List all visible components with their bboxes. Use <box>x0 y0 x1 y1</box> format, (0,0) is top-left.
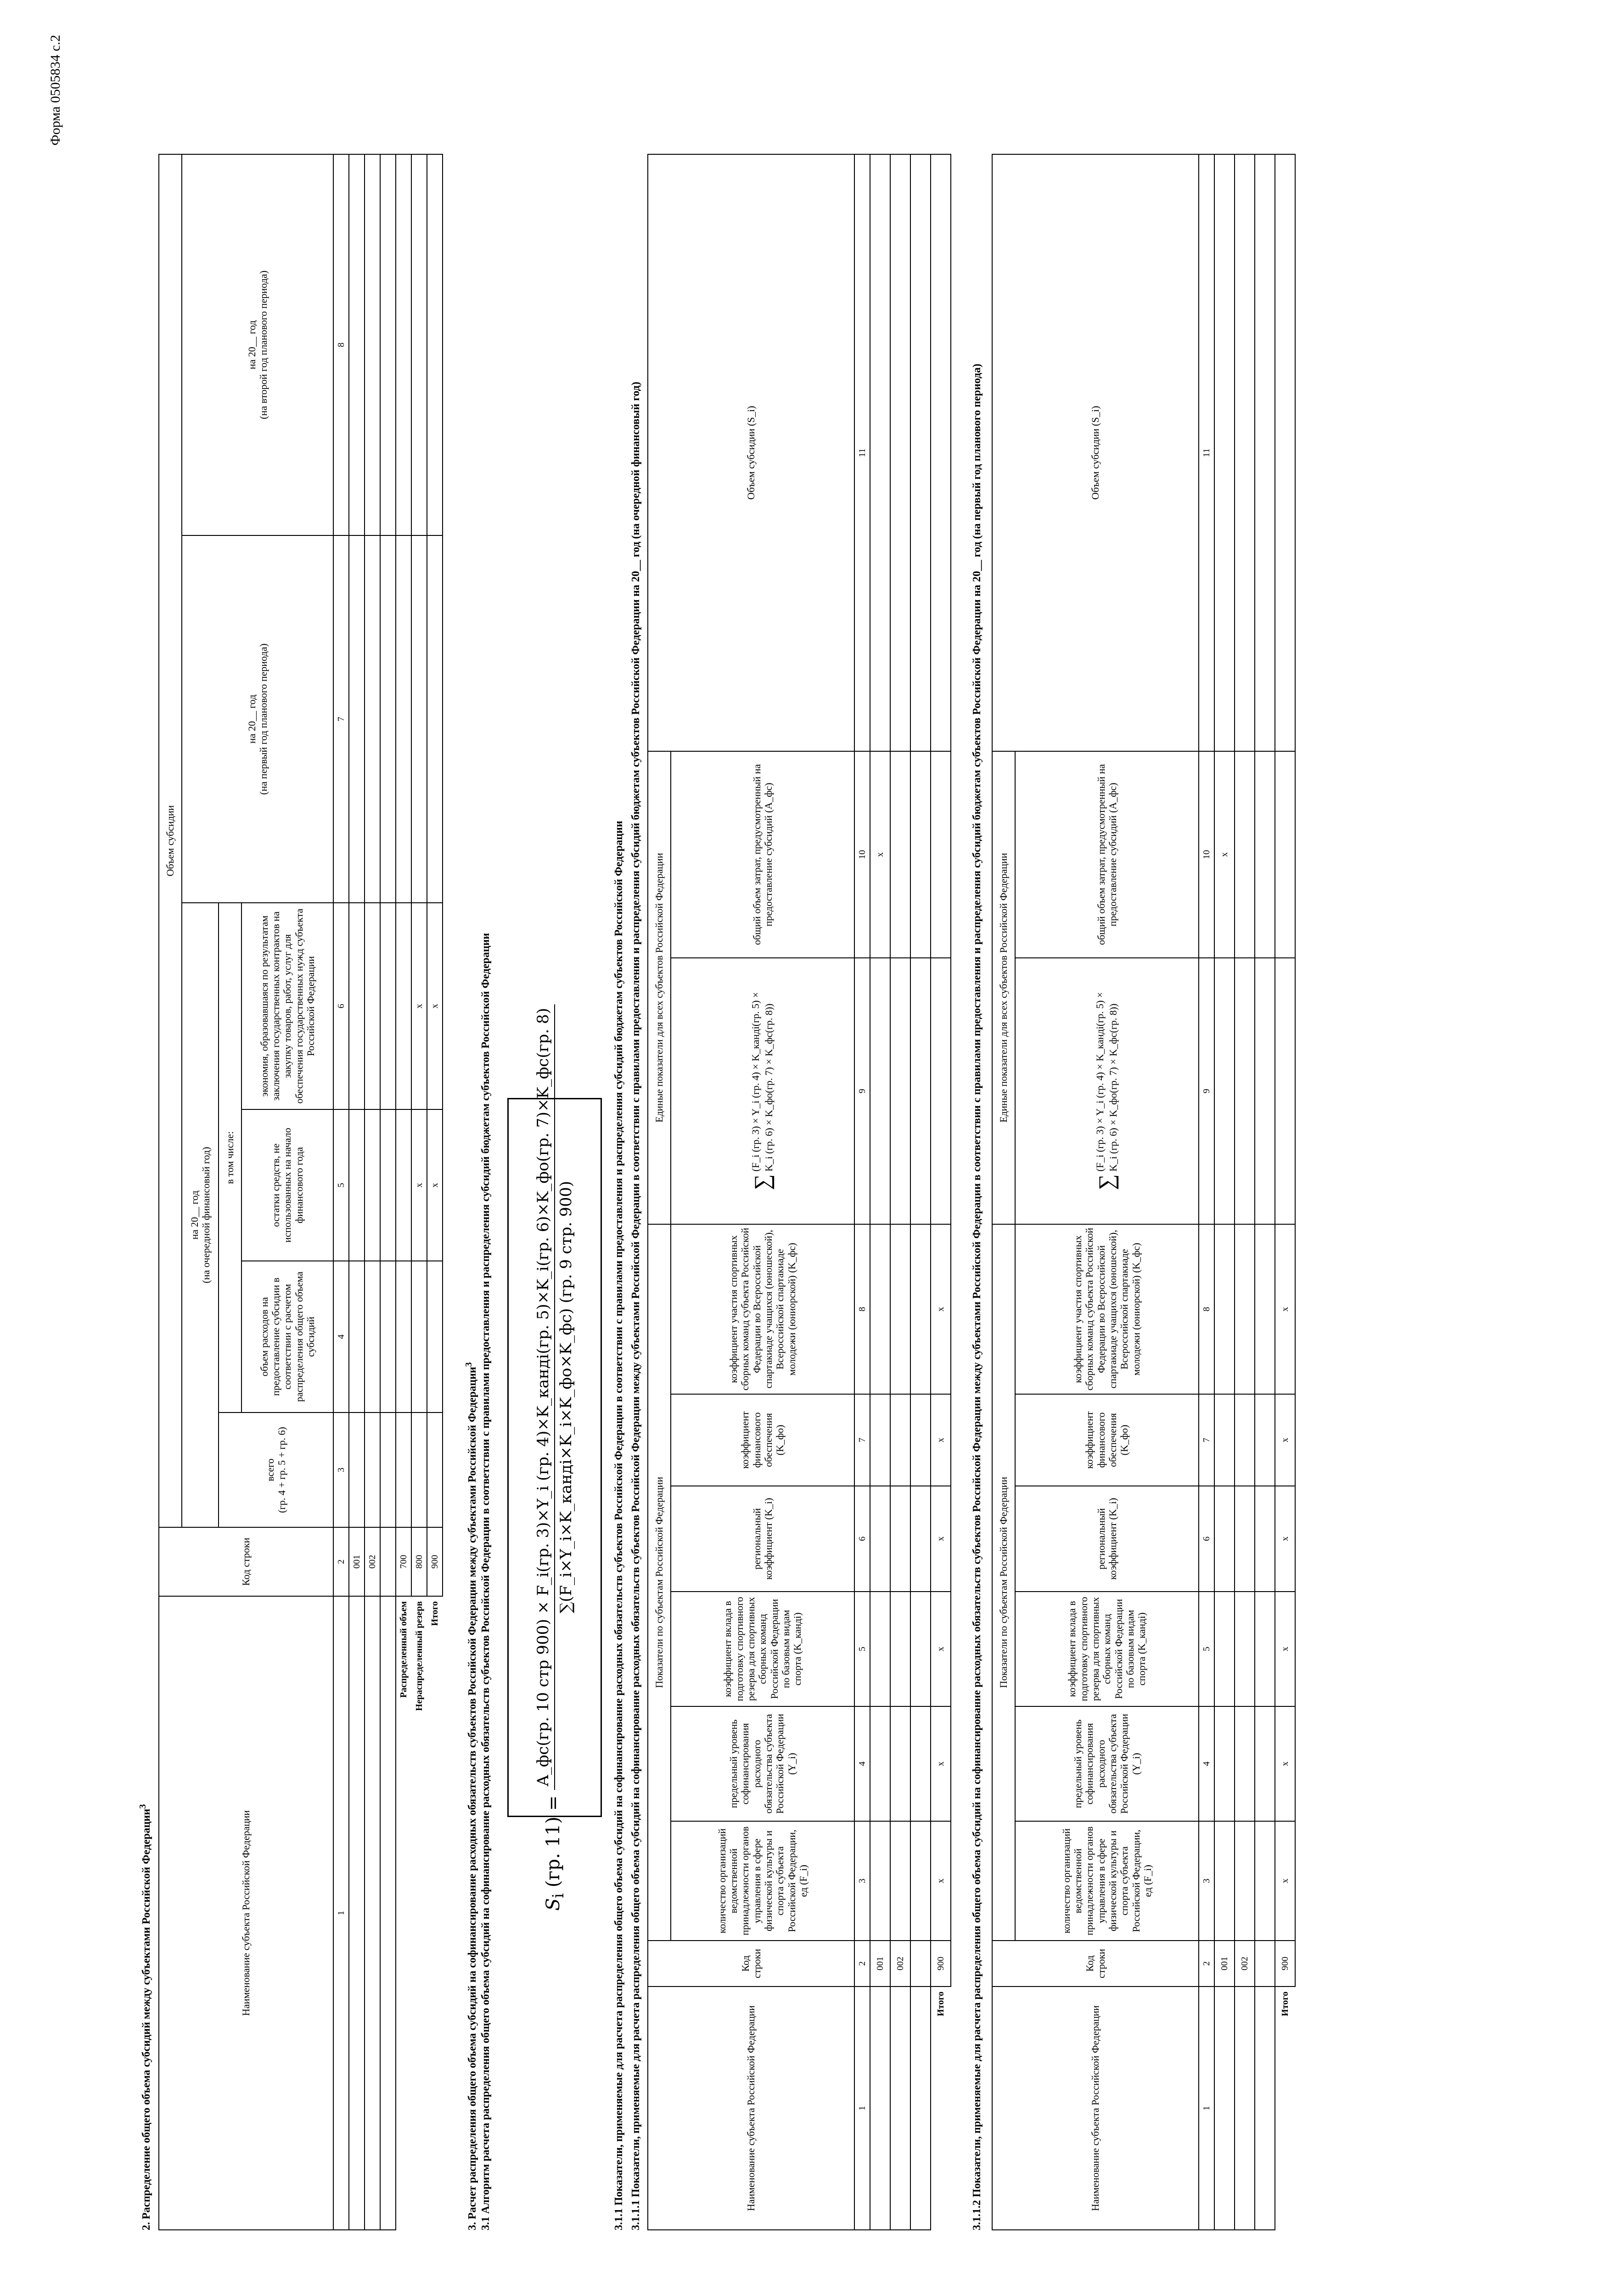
header-year3: на 20__ год (на второй год планового периода) <box>182 154 333 535</box>
table-row: 001 x <box>870 154 890 2230</box>
reserve-row: Нераспределенный резерв 800 x x <box>411 154 427 2230</box>
table-row: 002 <box>1235 154 1255 2230</box>
distribution-table <box>158 154 443 2230</box>
header-by-subject: Показатели по субъектам Российской Федерации <box>648 1224 671 1941</box>
header-col8: коэффициент участия спортивных сборных команд субъекта Российской Федерации во Всероссийской спартакиаде учащихся (юношеской), Всероссийской спартакиаде молодежи (юниорской) (K_фс) <box>1015 1224 1199 1394</box>
header-col11: Объем субсидии (S_i) <box>992 154 1199 751</box>
table-row <box>380 154 396 2230</box>
header-col10: общий объем затрат, предусмотренный на предоставление субсидий (A_фс) <box>671 751 854 958</box>
header-col4: предельный уровень софинансирования расходного обязательства субъекта Российской Федерации (Y_i) <box>671 1706 854 1821</box>
colnum-4: 4 <box>333 1261 349 1412</box>
colnum-5: 5 <box>333 1109 349 1261</box>
colnum-7: 7 <box>333 535 349 903</box>
header-name: Наименование субъекта Российской Федерации <box>648 1986 854 2230</box>
header-col10: общий объем затрат, предусмотренный на предоставление субсидий (A_фс) <box>1015 751 1199 958</box>
header-col6: региональный коэффициент (K_i) <box>671 1486 854 1592</box>
distribution-formula: $S_i$ (гр. 11) = A_фс(гр. 10 стр 900) × F_i(гр. 3)×Y_i (гр. 4)×K_кандi(гр. 5)×K_i(гр. 6)×K_фо(гр. 7)×K_фс(гр. 8) ∑(F_i×Y_i×K_кандi×K_i×K_фо×K_фс) (гр. 9 стр. 900) <box>507 1098 602 1817</box>
header-col5: коэффициент вклада в подготовку спортивного резерва для спортивных сборных команд Российской Федерации по базовым видам спорта (K_кандi) <box>1015 1592 1199 1706</box>
header-col6: региональный коэффициент (K_i) <box>1015 1486 1199 1592</box>
header-col3: количество организаций ведомственной принадлежности органов управления в сфере физической культуры и спорта субъекта Российской Федерации, ед (F_i) <box>671 1821 854 1941</box>
header-col4: предельный уровень софинансирования расходного обязательства субъекта Российской Федерации (Y_i) <box>1015 1706 1199 1821</box>
header-col7: коэффициент финансового обеспечения (K_фо) <box>671 1394 854 1486</box>
table-row: 002 <box>890 154 910 2230</box>
header-by-subject: Показатели по субъектам Российской Федерации <box>992 1224 1015 1941</box>
table-row: 001 x <box>1214 154 1235 2230</box>
header-code: Код строки <box>648 1941 854 1986</box>
form-label: Форма 0505834 с.2 <box>48 34 63 146</box>
header-col6: экономия, образовавшаяся по результатам заключения государственных контрактов на закупку товаров, работ, услуг для обеспечения государственных нужд субъекта Российской Федерации <box>241 903 333 1109</box>
header-total: всего (гр. 4 + гр. 5 + гр. 6) <box>219 1412 333 1527</box>
section3-subtitle: 3.1 Алгоритм расчета распределения общего объема субсидий на софинансирование расходных обязательств субъектов Российской Федерации в соответствии с правилами предоставления и распределения субсидий бюджетам субъектов Российской Федерации <box>480 933 492 2230</box>
table-row <box>1255 154 1275 2230</box>
header-col4: объем расходов на предоставление субсидии в соответствии с расчетом распределения общего объема субсидий <box>241 1261 333 1412</box>
table-row: 002 <box>365 154 380 2230</box>
header-year2: на 20__ год (на первый год планового периода) <box>182 535 333 903</box>
total-row: Итого 900 x x x x x x <box>1275 154 1295 2230</box>
header-col5: коэффициент вклада в подготовку спортивного резерва для спортивных сборных команд Российской Федерации по базовым видам спорта (K_кандi) <box>671 1592 854 1706</box>
table-row: 001 <box>349 154 365 2230</box>
section3111-title: 3.1.1.1 Показатели, применяемые для расчета распределения общего объема субсидий на софинансирование расходных обязательств субъектов Российской Федерации между субъектами Российской Федерации в соответствии с правилами предоставления и распределения субсидий бюджетам субъектов Российской Федерации на 20__ год (на очередной финансовый год) <box>630 382 642 2230</box>
colnum-3: 3 <box>333 1412 349 1527</box>
total-row: Итого 900 x x x x x x <box>931 154 951 2230</box>
header-col7: коэффициент финансового обеспечения (K_фо) <box>1015 1394 1199 1486</box>
section311-title: 3.1.1 Показатели, применяемые для расчета распределения общего объема субсидий на софинансирование расходных обязательств субъектов Российской Федерации в соответствии с правилами предоставления и распределения субсидий бюджетам субъектов Российской Федерации <box>613 821 625 2230</box>
header-col11: Объем субсидии (S_i) <box>648 154 854 751</box>
indicators-table-2: Наименование субъекта Российской Федерации Код строки Показатели по субъектам Российской Федерации Единые показатели для всех субъектов Российской Федерации Объем субсидии (S_i) количество организаций ведомственной принадлежности органов управления в сфере физической культуры и спорта субъекта Российской Федерации, ед (F_i) предельный уровень софинансирования расходного обязательства субъекта Российской Федерации (Y_i) коэффициент вклада в подготовку спортивного резерва для спортивных сборных команд Российской Федерации по базовым видам спорта (K_кандi) региональный коэффициент (K_i) коэффициент финансового обеспечения (K_фо) коэффициент участия спортивных сборных команд субъекта Российской Федерации во Всероссийской спартакиаде учащихся (юношеской), Всероссийской спартакиаде молодежи (юниорской) (K_фс) ∑ (F_i (гр. 3) × Y_i (гр. 4) × K_кандi(гр. 5) × K_i (гр. 6) × K_фо(гр. 7) × K_фс(гр. 8)) общий объем затрат, предусмотренный на предоставление субсидий (A_фс) 1 2 3 4 5 6 7 8 9 10 11 001 x 002 Итого 900 x x x x x x <box>992 154 1296 2230</box>
section3112-title: 3.1.1.2 Показатели, применяемые для расчета распределения общего объема субсидий на софинансирование расходных обязательств субъектов Российской Федерации между субъектами Российской Федерации в соответствии с правилами предоставления и распределения субсидий бюджетам субъектов Российской Федерации на 20__ год (на первый год планового периода) <box>971 363 983 2230</box>
section3-title: 3. Расчет распределения общего объема субсидий на софинансирование расходных обязательств субъектов Российской Федерации между субъектами Российской Федерации$^3$ <box>464 1362 478 2230</box>
header-col9: ∑ (F_i (гр. 3) × Y_i (гр. 4) × K_кандi(гр. 5) × K_i (гр. 6) × K_фо(гр. 7) × K_фс(гр. 8)) <box>1015 958 1199 1224</box>
total-row: Итого 900 x x <box>427 154 443 2230</box>
header-including: в том числе: <box>219 903 241 1412</box>
distributed-row: Распределенный объем 700 <box>396 154 411 2230</box>
header-col9: ∑ (F_i (гр. 3) × Y_i (гр. 4) × K_кандi(гр. 5) × K_i (гр. 6) × K_фо(гр. 7) × K_фс(гр. 8)) <box>671 958 854 1224</box>
header-volume: Объем субсидии <box>159 154 182 1527</box>
header-code: Код строки <box>992 1941 1199 1986</box>
colnum-6: 6 <box>333 903 349 1109</box>
header-name: Наименование субъекта Российской Федерации <box>159 1596 333 2230</box>
header-col5: остатки средств, не использованных на начало финансового года <box>241 1109 333 1261</box>
colnum-1: 1 <box>333 1596 349 2230</box>
header-year1: на 20__ год (на очередной финансовый год) <box>182 903 219 1527</box>
header-col8: коэффициент участия спортивных сборных команд субъекта Российской Федерации во Всероссийской спартакиаде учащихся (юношеской), Всероссийской спартакиаде молодежи (юниорской) (K_фс) <box>671 1224 854 1394</box>
colnum-8: 8 <box>333 154 349 535</box>
header-col3: количество организаций ведомственной принадлежности органов управления в сфере физической культуры и спорта субъекта Российской Федерации, ед (F_i) <box>1015 1821 1199 1941</box>
section2-title: 2. Распределение общего объема субсидий между субъектами Российской Федерации$^3$ <box>138 1804 152 2230</box>
header-common: Единые показатели для всех субъектов Российской Федерации <box>992 751 1015 1224</box>
colnum-2: 2 <box>333 1527 349 1596</box>
table-row <box>910 154 931 2230</box>
header-code: Код строки <box>159 1527 333 1596</box>
indicators-table-1: Наименование субъекта Российской Федерации Код строки Показатели по субъектам Российской Федерации Единые показатели для всех субъектов Российской Федерации Объем субсидии (S_i) количество организаций ведомственной принадлежности органов управления в сфере физической культуры и спорта субъекта Российской Федерации, ед (F_i) предельный уровень софинансирования расходного обязательства субъекта Российской Федерации (Y_i) коэффициент вклада в подготовку спортивного резерва для спортивных сборных команд Российской Федерации по базовым видам спорта (K_кандi) региональный коэффициент (K_i) коэффициент финансового обеспечения (K_фо) коэффициент участия спортивных сборных команд субъекта Российской Федерации во Всероссийской спартакиаде учащихся (юношеской), Всероссийской спартакиаде молодежи (юниорской) (K_фс) ∑ (F_i (гр. 3) × Y_i (гр. 4) × K_кандi(гр. 5) × K_i (гр. 6) × K_фо(гр. 7) × K_фс(гр. 8)) общий объем затрат, предусмотренный на предоставление субсидий (A_фс) 1 2 3 4 5 6 7 8 9 10 11 001 x 002 Итого 900 x x x x x x <box>647 154 951 2230</box>
header-common: Единые показатели для всех субъектов Российской Федерации <box>648 751 671 1224</box>
header-name: Наименование субъекта Российской Федерации <box>992 1986 1199 2230</box>
